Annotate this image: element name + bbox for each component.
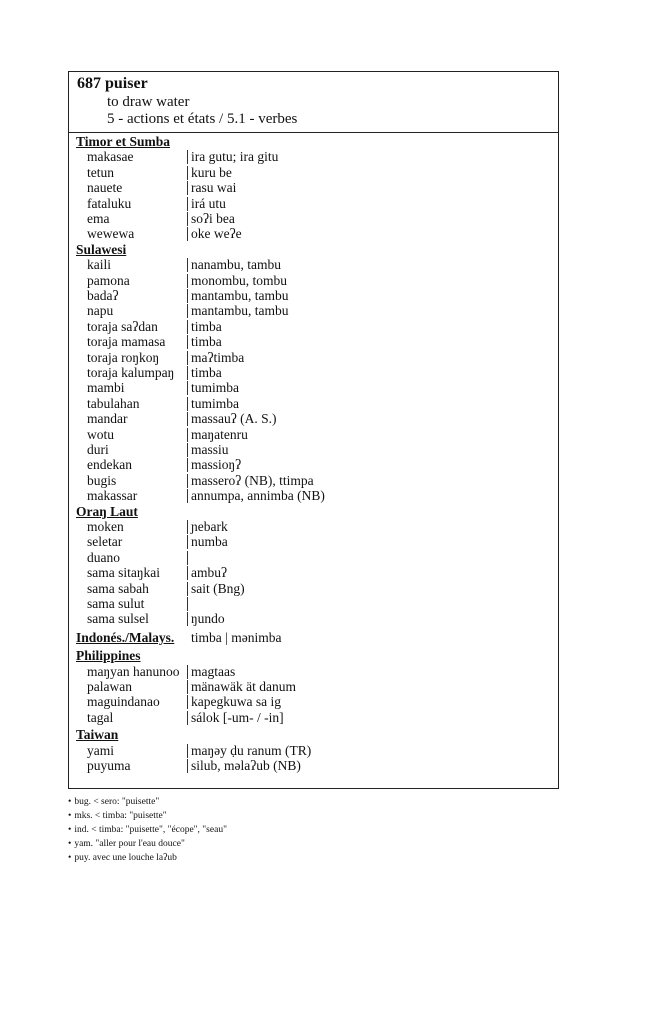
language-name: sama sulsel bbox=[87, 611, 149, 627]
word-form: ambuʔ bbox=[191, 565, 227, 581]
word-form: massioŋʔ bbox=[191, 457, 242, 473]
word-form: silub, məlaʔub (NB) bbox=[191, 758, 301, 773]
column-divider bbox=[187, 597, 188, 611]
footnote: • ind. < timba: "puisette", "écope", "seau" bbox=[68, 823, 227, 837]
column-divider bbox=[187, 320, 188, 334]
column-divider bbox=[187, 566, 188, 580]
word-form: numba bbox=[191, 534, 228, 550]
entry-header bbox=[69, 72, 558, 133]
column-divider bbox=[187, 335, 188, 349]
table-row bbox=[69, 473, 558, 489]
table-row bbox=[69, 350, 558, 366]
language-name: duri bbox=[87, 442, 109, 457]
entry-category: 5 - actions et états / 5.1 - verbes bbox=[107, 111, 298, 127]
column-divider bbox=[187, 665, 188, 679]
word-form: timba bbox=[191, 365, 222, 380]
column-divider bbox=[187, 711, 188, 725]
table-row bbox=[69, 596, 558, 612]
column-divider bbox=[187, 274, 188, 288]
table-row bbox=[69, 758, 558, 774]
word-form: timba bbox=[191, 334, 222, 350]
language-name: bugis bbox=[87, 472, 117, 488]
language-name: duano bbox=[87, 549, 120, 565]
column-divider bbox=[187, 397, 188, 411]
language-name: endekan bbox=[87, 457, 132, 473]
column-divider bbox=[187, 381, 188, 395]
group-heading: Taiwan bbox=[76, 727, 119, 743]
word-form: ɲebark bbox=[191, 519, 228, 534]
table-row bbox=[69, 180, 558, 196]
word-form: ira gutu; ira gitu bbox=[191, 149, 279, 165]
table-row bbox=[69, 380, 558, 396]
language-name: toraja mamasa bbox=[87, 334, 166, 350]
footnote: • bug. < sero: "puisette" bbox=[68, 795, 227, 809]
group-heading: Oraŋ Laut bbox=[76, 503, 138, 519]
table-row bbox=[69, 550, 558, 566]
word-form: sait (Bng) bbox=[191, 580, 245, 596]
column-divider bbox=[187, 474, 188, 488]
table-row bbox=[69, 411, 558, 427]
table-row bbox=[69, 679, 558, 695]
table-row bbox=[69, 303, 558, 319]
table-row bbox=[69, 165, 558, 181]
group-heading: Philippines bbox=[76, 648, 141, 664]
language-name: wewewa bbox=[87, 226, 135, 242]
language-name: tabulahan bbox=[87, 395, 140, 411]
word-form: kapegkuwa sa ig bbox=[191, 694, 281, 710]
table-row bbox=[69, 519, 558, 535]
word-form: maŋəy ḍu ranum (TR) bbox=[191, 742, 312, 758]
word-form: mantambu, tambu bbox=[191, 303, 289, 319]
column-divider bbox=[187, 150, 188, 164]
language-name: sama sulut bbox=[87, 596, 145, 611]
entry-box bbox=[68, 71, 559, 789]
language-name: tetun bbox=[87, 164, 114, 180]
footnotes bbox=[68, 795, 227, 865]
language-name: maguindanao bbox=[87, 694, 160, 710]
language-name: napu bbox=[87, 303, 114, 319]
table-row bbox=[69, 427, 558, 443]
language-name: maŋyan hanunoo bbox=[87, 663, 180, 679]
group-heading: Sulawesi bbox=[76, 241, 127, 257]
table-row bbox=[69, 211, 558, 227]
entry-title: 687 puiser bbox=[77, 75, 148, 92]
language-name: makasae bbox=[87, 149, 134, 165]
column-divider bbox=[187, 197, 188, 211]
column-divider bbox=[187, 412, 188, 426]
word-form: oke weʔe bbox=[191, 226, 242, 242]
word-form: irá utu bbox=[191, 195, 226, 211]
column-divider bbox=[187, 428, 188, 442]
language-name: tagal bbox=[87, 709, 114, 725]
column-divider bbox=[187, 551, 188, 565]
language-name: sama sabah bbox=[87, 580, 149, 596]
table-row bbox=[69, 664, 558, 680]
word-form: mantambu, tambu bbox=[191, 288, 289, 303]
table-row bbox=[69, 334, 558, 350]
table-row bbox=[69, 273, 558, 289]
column-divider bbox=[187, 366, 188, 380]
group-heading: Timor et Sumba bbox=[76, 134, 171, 149]
table-row bbox=[69, 257, 558, 273]
table-row bbox=[69, 288, 558, 304]
table-row bbox=[69, 534, 558, 550]
group-inline-form: timba | mənimba bbox=[191, 629, 282, 645]
language-name: kaili bbox=[87, 257, 111, 273]
column-divider bbox=[187, 443, 188, 457]
language-name: nauete bbox=[87, 180, 123, 196]
table-row bbox=[69, 581, 558, 597]
word-form: nanambu, tambu bbox=[191, 257, 281, 273]
column-divider bbox=[187, 744, 188, 758]
table-row bbox=[69, 611, 558, 627]
column-divider bbox=[187, 582, 188, 596]
column-divider bbox=[187, 612, 188, 626]
language-name: pamona bbox=[87, 272, 130, 288]
column-divider bbox=[187, 181, 188, 195]
column-divider bbox=[187, 489, 188, 503]
language-name: badaʔ bbox=[87, 288, 119, 303]
column-divider bbox=[187, 520, 188, 534]
language-name: toraja kalumpaŋ bbox=[87, 365, 175, 380]
table-row bbox=[69, 710, 558, 726]
column-divider bbox=[187, 351, 188, 365]
column-divider bbox=[187, 227, 188, 241]
word-form: tumimba bbox=[191, 395, 239, 411]
language-name: seletar bbox=[87, 534, 123, 550]
word-form: massauʔ (A. S.) bbox=[191, 411, 277, 427]
column-divider bbox=[187, 212, 188, 226]
table-row bbox=[69, 396, 558, 412]
column-divider bbox=[187, 759, 188, 773]
word-form: massiu bbox=[191, 442, 229, 457]
table-row bbox=[69, 457, 558, 473]
group-name: Indonés./Malays. bbox=[76, 629, 175, 645]
table-row bbox=[69, 442, 558, 458]
table-row bbox=[69, 319, 558, 335]
column-divider bbox=[187, 166, 188, 180]
language-name: fataluku bbox=[87, 195, 132, 211]
word-form: rasu wai bbox=[191, 180, 237, 196]
group-heading-inline bbox=[76, 629, 282, 646]
table-row bbox=[69, 743, 558, 759]
footnote: • yam. "aller pour l'eau douce" bbox=[68, 837, 227, 851]
word-form: maŋatenru bbox=[191, 426, 248, 442]
column-divider bbox=[187, 535, 188, 549]
table-row bbox=[69, 149, 558, 165]
language-name: toraja saʔdan bbox=[87, 318, 158, 334]
word-form: kuru be bbox=[191, 164, 232, 180]
word-form: masseroʔ (NB), ttimpa bbox=[191, 472, 314, 488]
table-row bbox=[69, 694, 558, 710]
language-name: toraja roŋkoŋ bbox=[87, 349, 160, 365]
word-form: ŋundo bbox=[191, 611, 225, 627]
footnote: • puy. avec une louche laʔub bbox=[68, 851, 227, 865]
column-divider bbox=[187, 695, 188, 709]
table-row bbox=[69, 196, 558, 212]
language-name: yami bbox=[87, 742, 114, 758]
word-form: timba bbox=[191, 318, 222, 334]
language-name: wotu bbox=[87, 426, 114, 442]
column-divider bbox=[187, 289, 188, 303]
word-form: mänawäk ät danum bbox=[191, 679, 296, 694]
table-row bbox=[69, 488, 558, 504]
entry-gloss: to draw water bbox=[107, 94, 190, 110]
language-name: mandar bbox=[87, 411, 128, 427]
table-row bbox=[69, 565, 558, 581]
language-name: sama sitaŋkai bbox=[87, 565, 161, 581]
column-divider bbox=[187, 680, 188, 694]
word-form: tumimba bbox=[191, 380, 239, 396]
word-form: annumpa, annimba (NB) bbox=[191, 488, 325, 504]
language-name: palawan bbox=[87, 679, 132, 694]
word-form: monombu, tombu bbox=[191, 272, 288, 288]
footnote: • mks. < timba: "puisette" bbox=[68, 809, 227, 823]
table-row bbox=[69, 365, 558, 381]
column-divider bbox=[187, 304, 188, 318]
table-row bbox=[69, 226, 558, 242]
column-divider bbox=[187, 458, 188, 472]
language-name: ema bbox=[87, 211, 110, 226]
word-form: soʔi bea bbox=[191, 211, 235, 226]
language-name: puyuma bbox=[87, 758, 131, 773]
column-divider bbox=[187, 258, 188, 272]
language-name: makassar bbox=[87, 488, 138, 504]
language-name: mambi bbox=[87, 380, 125, 396]
word-form: magtaas bbox=[191, 663, 236, 679]
language-name: moken bbox=[87, 519, 124, 534]
word-form: sálok [-um- / -in] bbox=[191, 709, 284, 725]
word-form: maʔtimba bbox=[191, 349, 245, 365]
